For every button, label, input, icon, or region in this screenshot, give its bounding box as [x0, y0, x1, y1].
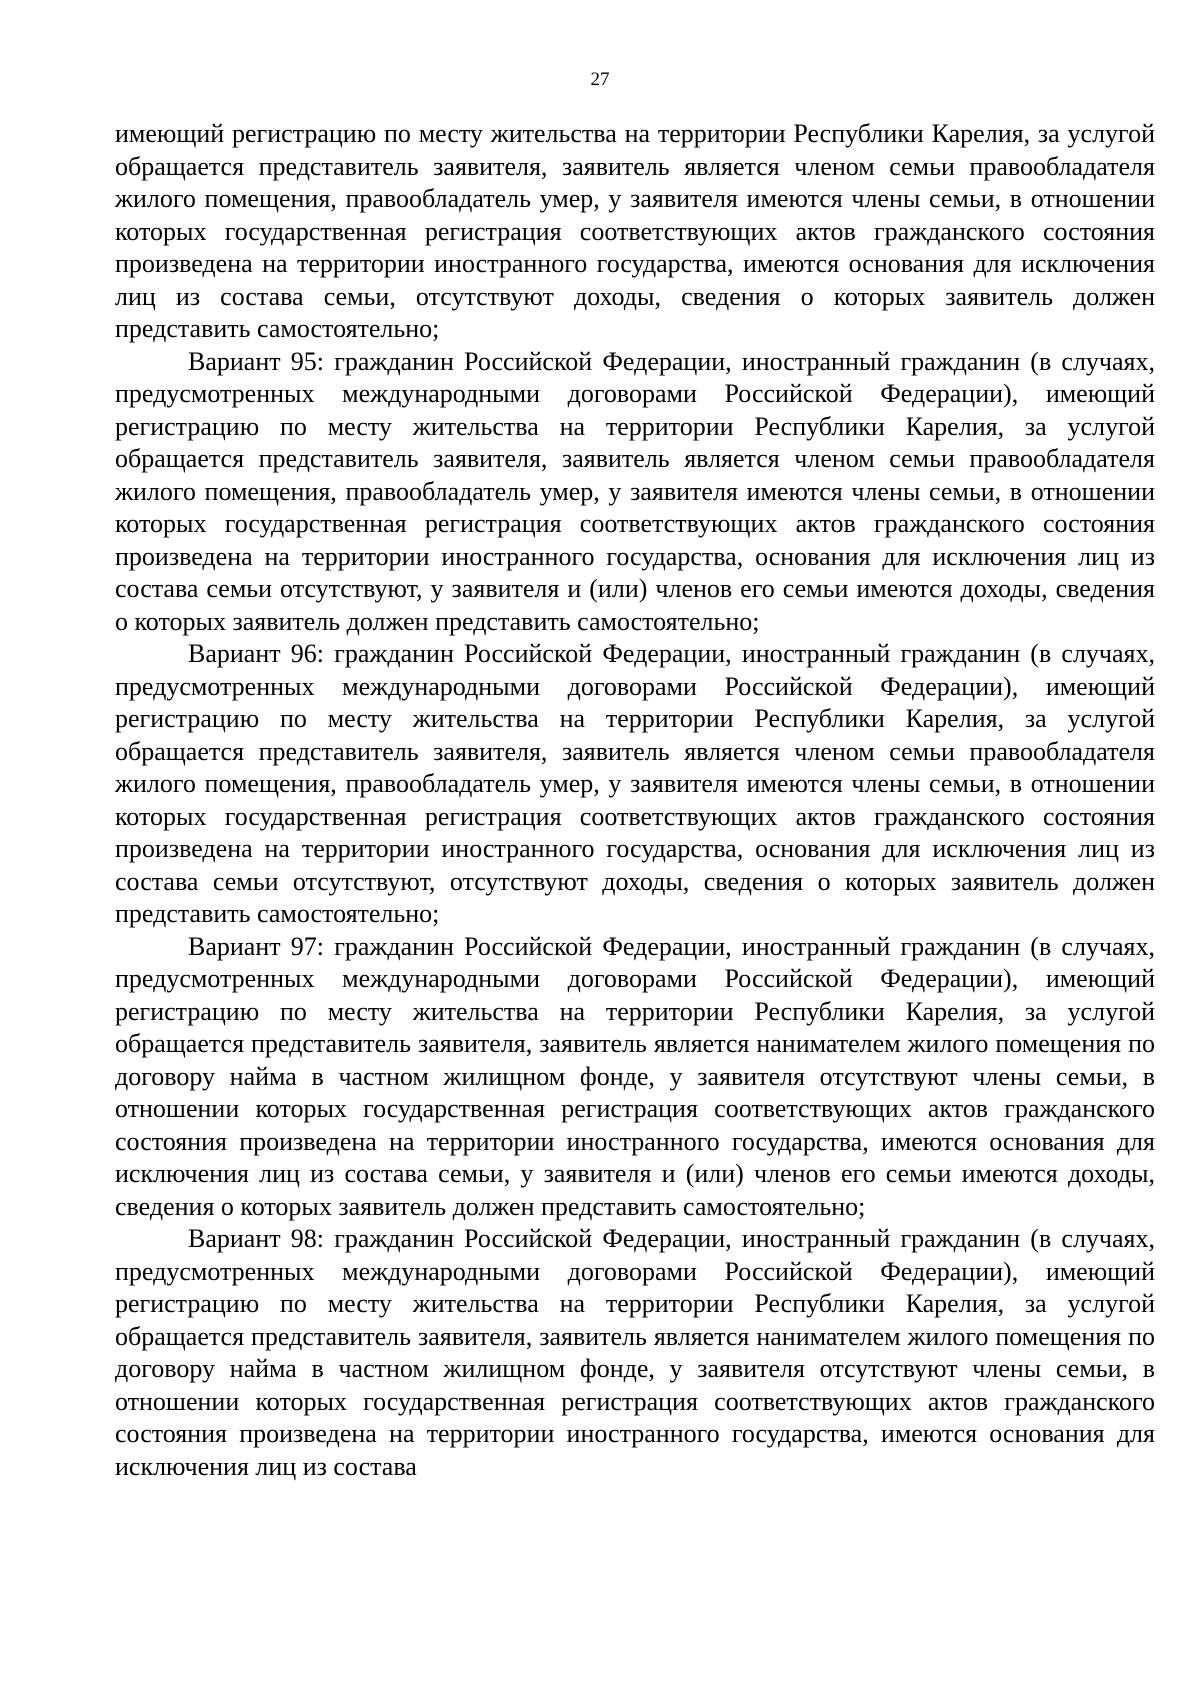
- paragraph-continuation: имеющий регистрацию по месту жительства на территории Республики Карелия, за услугой обращается представитель заявителя, заявитель является членом семьи правообладателя жилого помещения, правообладатель умер, у заявителя имеются члены семьи, в отношении которых государственная регистрация соответствующих актов гражданского состояния произведена на территории иностранного государства, имеются основания для исключения лиц из состава семьи, отсутствуют доходы, сведения о которых заявитель должен представить самостоятельно;: [115, 119, 1155, 343]
- paragraph-variant-96: Вариант 96: гражданин Российской Федерации, иностранный гражданин (в случаях, предусмотренных международными договорами Российской Федерации), имеющий регистрацию по месту жительства на территории Республики Карелия, за услугой обращается представитель заявителя, заявитель является членом семьи правообладателя жилого помещения, правообладатель умер, у заявителя имеются члены семьи, в отношении которых государственная регистрация соответствующих актов гражданского состояния произведена на территории иностранного государства, основания для исключения лиц из состава семьи отсутствуют, отсутствуют доходы, сведения о которых заявитель должен представить самостоятельно;: [115, 639, 1155, 928]
- paragraph-variant-95: Вариант 95: гражданин Российской Федерации, иностранный гражданин (в случаях, предусмотренных международными договорами Российской Федерации), имеющий регистрацию по месту жительства на территории Республики Карелия, за услугой обращается представитель заявителя, заявитель является членом семьи правообладателя жилого помещения, правообладатель умер, у заявителя имеются члены семьи, в отношении которых государственная регистрация соответствующих актов гражданского состояния произведена на территории иностранного государства, основания для исключения лиц из состава семьи отсутствуют, у заявителя и (или) членов его семьи имеются доходы, сведения о которых заявитель должен представить самостоятельно;: [115, 346, 1155, 636]
- paragraph-variant-97: Вариант 97: гражданин Российской Федерации, иностранный гражданин (в случаях, предусмотренных международными договорами Российской Федерации), имеющий регистрацию по месту жительства на территории Республики Карелия, за услугой обращается представитель заявителя, заявитель является нанимателем жилого помещения по договору найма в частном жилищном фонде, у заявителя отсутствуют члены семьи, в отношении которых государственная регистрация соответствующих актов гражданского состояния произведена на территории иностранного государства, имеются основания для исключения лиц из состава семьи, у заявителя и (или) членов его семьи имеются доходы, сведения о которых заявитель должен представить самостоятельно;: [115, 931, 1155, 1221]
- page-number: 27: [590, 69, 610, 90]
- document-body: [115, 118, 1155, 1483]
- paragraph-variant-98: Вариант 98: гражданин Российской Федерации, иностранный гражданин (в случаях, предусмотренных международными договорами Российской Федерации), имеющий регистрацию по месту жительства на территории Республики Карелия, за услугой обращается представитель заявителя, заявитель является нанимателем жилого помещения по договору найма в частном жилищном фонде, у заявителя отсутствуют члены семьи, в отношении которых государственная регистрация соответствующих актов гражданского состояния произведена на территории иностранного государства, имеются основания для исключения лиц из состава: [115, 1224, 1155, 1481]
